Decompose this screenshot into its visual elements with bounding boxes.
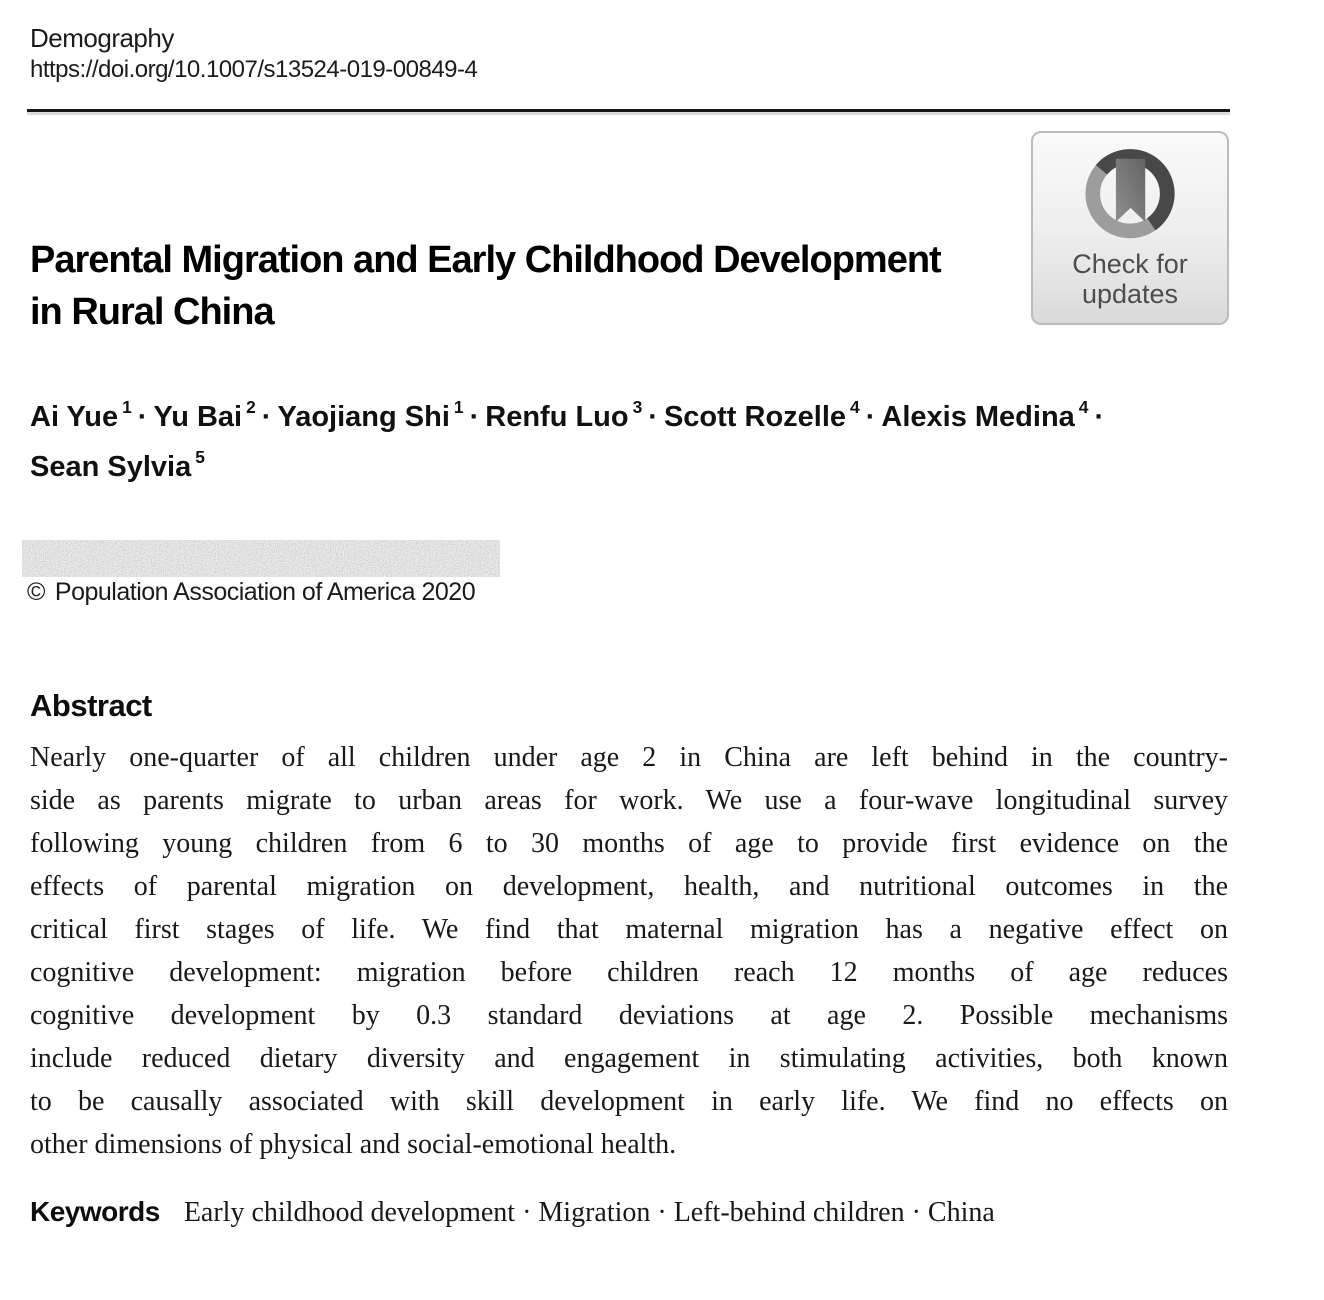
- abstract-text-line: include reduced dietary diversity and engagement in stimulating activities, both known: [30, 1043, 1228, 1074]
- author-affiliation-superscript: 4: [1078, 396, 1089, 417]
- abstract-section: [30, 688, 1228, 1166]
- author-separator-dot: ·: [865, 401, 876, 433]
- author-name: Scott Rozelle $^4$: [663, 396, 860, 433]
- author-line: [30, 444, 1110, 494]
- copyright-symbol: ©: [27, 578, 45, 606]
- author-name: Alexis Medina $^4$: [881, 396, 1089, 433]
- badge-line-2: updates: [1081, 279, 1179, 309]
- author-separator-dot: ·: [1094, 401, 1105, 433]
- article-title: [30, 234, 941, 338]
- author-name: Ai Yue $^1$: [30, 396, 132, 433]
- keywords-line: [30, 1196, 995, 1229]
- doi-link[interactable]: https://doi.org/10.1007/s13524-019-00849-4: [30, 56, 478, 83]
- journal-header: [30, 22, 477, 85]
- author-name: Yaojiang Shi $^1$: [277, 396, 464, 433]
- abstract-text-line: cognitive development by 0.3 standard deviations at age 2. Possible mechanisms: [30, 1000, 1228, 1031]
- abstract-text-line: Nearly one-quarter of all children under age 2 in China are left behind in the country-: [30, 742, 1228, 773]
- author-affiliation-superscript: 2: [246, 396, 256, 417]
- author-separator-dot: ·: [469, 401, 480, 433]
- author-separator-dot: ·: [261, 401, 272, 433]
- keywords-list: Early childhood development · Migration · Left-behind children · China: [183, 1197, 995, 1228]
- author-line: [30, 394, 1110, 444]
- author-affiliation-superscript: 5: [195, 446, 205, 467]
- author-separator-dot: ·: [137, 401, 148, 433]
- article-title-line: Parental Migration and Early Childhood Development: [30, 239, 941, 281]
- author-affiliation-superscript: 1: [453, 396, 464, 417]
- article-title-line: in Rural China: [30, 291, 274, 333]
- keywords-label: Keywords: [30, 1196, 160, 1227]
- author-name: Sean Sylvia $^5$: [30, 446, 205, 483]
- check-for-updates-label: [1072, 249, 1188, 309]
- badge-line-1: Check for: [1072, 249, 1188, 279]
- abstract-text-line: critical first stages of life. We find that maternal migration has a negative effect on: [30, 914, 1228, 945]
- abstract-heading: Abstract: [30, 688, 152, 723]
- author-name: Renfu Luo $^3$: [485, 396, 643, 433]
- author-affiliation-superscript: 3: [632, 396, 643, 417]
- abstract-body: [30, 736, 1228, 1166]
- header-rule: [27, 109, 1230, 115]
- author-affiliation-superscript: 4: [850, 396, 860, 417]
- crossmark-bookmark-icon: [1073, 143, 1187, 249]
- author-name: Yu Bai $^2$: [153, 396, 256, 433]
- abstract-text-line: cognitive development: migration before children reach 12 months of age reduces: [30, 957, 1228, 988]
- journal-name: Demography: [30, 23, 174, 53]
- author-affiliation-superscript: 1: [122, 396, 132, 417]
- abstract-text-line: following young children from 6 to 30 months of age to provide first evidence on the: [30, 828, 1228, 859]
- copyright-text: Population Association of America 2020: [54, 578, 476, 606]
- author-list: [30, 394, 1110, 494]
- redacted-footnote-strip: [22, 540, 500, 577]
- abstract-text-line: side as parents migrate to urban areas for work. We use a four-wave longitudinal survey: [30, 785, 1228, 816]
- abstract-text-line: effects of parental migration on development, health, and nutritional outcomes in the: [30, 871, 1228, 902]
- copyright-line: [27, 578, 475, 607]
- abstract-text-line: other dimensions of physical and social-emotional health.: [30, 1129, 677, 1160]
- abstract-text-line: to be causally associated with skill development in early life. We find no effects on: [30, 1086, 1228, 1117]
- author-separator-dot: ·: [648, 401, 658, 433]
- check-for-updates-badge[interactable]: [1031, 131, 1229, 325]
